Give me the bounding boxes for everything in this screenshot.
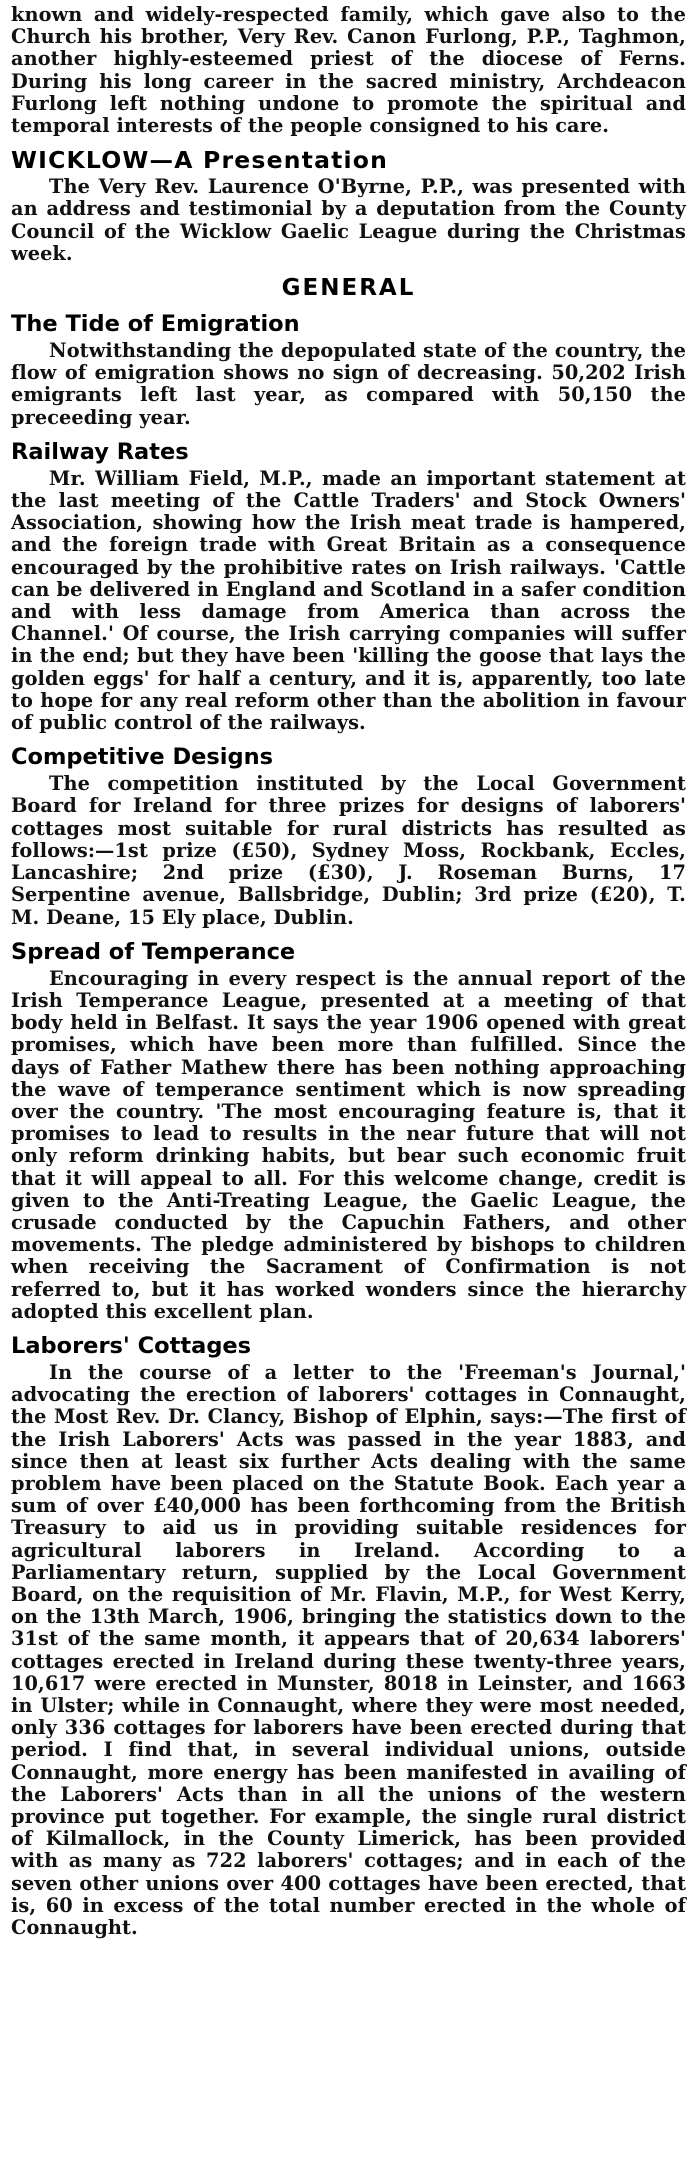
section-body-cottages: In the course of a letter to the 'Freeman's Journal,' advocating the erection of laborers' cottages in Connaught, the Most Rev. Dr. Clancy, Bishop of Elphin, says:—The first of the Irish Laborers' Acts was passed in the year 1883, and since then at least six further Acts dealing with the same problem have been placed on the Statute Book. Each year a sum of over £40,000 has been forthcoming from the British Treasury to aid us in providing suitable residences for agricultural laborers in Ireland. According to a Parliamentary return, supplied by the Local Government Board, on the requisition of Mr. Flavin, M.P., for West Kerry, on the 13th March, 1906, bringing the statistics down to the 31st of the same month, it appears that of 20,634 laborers' cottages erected in Ireland during these twenty-three years, 10,617 were erected in Munster, 8018 in Leinster, and 1663 in Ulster; while in Connaught, where they were most needed, only 336 cottages for laborers have been erected during that period. I find that, in several individual unions, outside Connaught, more energy has been manifested in availing of the Laborers' Acts than in all the unions of the western province put together. For example, the single rural district of Kilmallock, in the County Limerick, has been provided with as many as 722 laborers' cottages; and in each of the seven other unions over 400 cottages have been erected, that is, 60 in excess of the total number erected in the whole of Connaught. [11,1360,686,1940]
section-heading-designs: Competitive Designs [11,744,274,771]
continuation-paragraph: known and widely-respected family, which gave also to the Church his brother, Very Rev. Canon Furlong, P.P., Taghmon, another highly-esteemed priest of the diocese of Ferns. During his long career in the sacred ministry, Archdeacon Furlong left nothing undone to promote the spiritual and temporal interests of the people consigned to his care. [11,3,686,138]
section-heading-cottages: Laborers' Cottages [11,1332,252,1359]
section-body-temperance: Encouraging in every respect is the annual report of the Irish Temperance League, presented at a meeting of that body held in Belfast. It says the year 1906 opened with great promises, which have been more than fulfilled. Since the days of Father Mathew there has been nothing approaching the wave of temperance sentiment which is now spreading over the country. 'The most encouraging feature is, that it promises to lead to results in the near future that will not only reform drinking habits, but bear such economic fruit that it will appeal to all. For this welcome change, credit is given to the Anti-Treating League, the Gaelic League, the crusade conducted by the Capuchin Fathers, and other movements. The pledge administered by bishops to children when receiving the Sacrament of Confirmation is not referred to, but it has worked wonders since the hierarchy adopted this excellent plan. [11,966,686,1323]
section-heading-railway: Railway Rates [11,438,189,465]
section-body-wicklow: The Very Rev. Laurence O'Byrne, P.P., was presented with an address and testimonial by a deputation from the County Council of the Wicklow Gaelic League during the Christmas week. [11,175,686,265]
section-heading-temperance: Spread of Temperance [11,938,296,965]
section-heading-emigration: The Tide of Emigration [11,311,300,338]
article-column [11,4,686,1939]
section-body-designs: The competition instituted by the Local Government Board for Ireland for three prizes for designs of laborers' cottages most suitable for rural districts has resulted as follows:—1st prize (£50), Sydney Moss, Rockbank, Eccles, Lancashire; 2nd prize (£30), J. Roseman Burns, 17 Serpentine avenue, Ballsbridge, Dublin; 3rd prize (£20), T. M. Deane, 15 Ely place, Dublin. [11,772,686,929]
section-heading-wicklow: WICKLOW—A Presentation [11,146,389,175]
section-body-railway: Mr. William Field, M.P., made an important statement at the last meeting of the Cattle Traders' and Stock Owners' Association, showing how the Irish meat trade is hampered, and the foreign trade with Great Britain as a consequence encouraged by the prohibitive rates on Irish railways. 'Cattle can be delivered in England and Scotland in a safer condition and with less damage from America than across the Channel.' Of course, the Irish carrying companies will suffer in the end; but they have been 'killing the goose that lays the golden eggs' for half a century, and it is, apparently, too late to hope for any real reform other than the abolition in favour of public control of the railways. [11,466,686,735]
general-heading: GENERAL [281,275,416,302]
section-body-emigration: Notwithstanding the depopulated state of the country, the flow of emigration shows no sign of decreasing. 50,202 Irish emigrants left last year, as compared with 50,150 the preceeding year. [11,339,686,429]
